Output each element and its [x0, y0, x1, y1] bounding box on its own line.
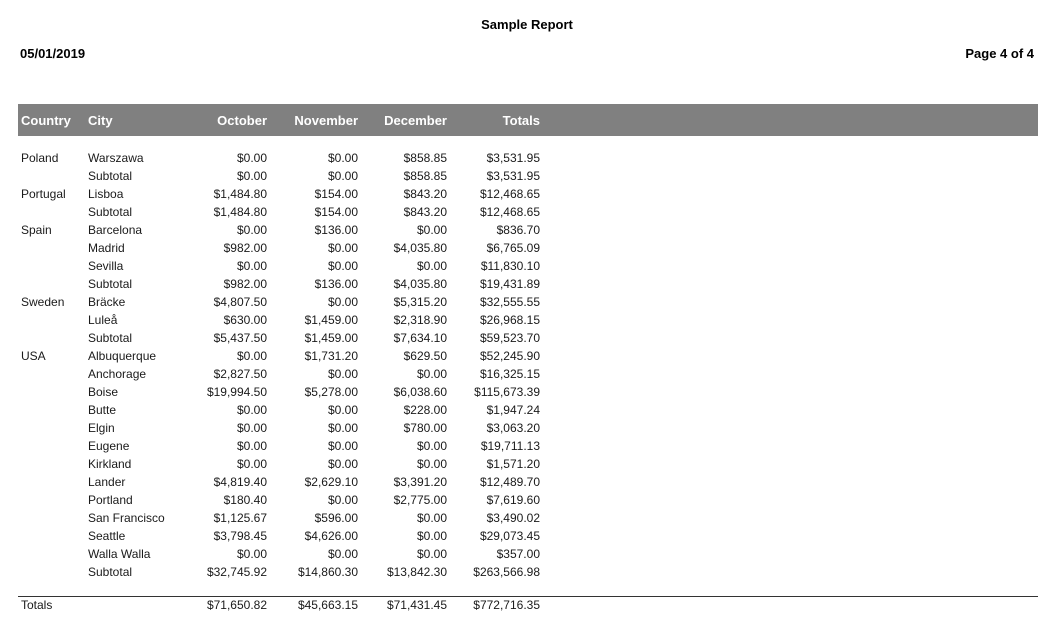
december-cell: $0.00 [416, 259, 447, 273]
totals-cell: $1,947.24 [486, 403, 540, 417]
table-row [18, 275, 1038, 293]
column-header-october: October [217, 112, 267, 128]
filler-cell [540, 365, 1038, 383]
country-cell [18, 365, 88, 383]
october-cell: $1,125.67 [213, 511, 267, 525]
december-cell: $2,318.90 [393, 313, 447, 327]
table-row [18, 347, 1038, 365]
december-cell: $228.00 [403, 403, 447, 417]
grand-total-december: $71,431.45 [358, 596, 447, 614]
october-cell: $0.00 [236, 547, 267, 561]
december-cell: $5,315.20 [393, 295, 447, 309]
totals-cell: $3,490.02 [486, 511, 540, 525]
report-table-rows [18, 149, 1038, 581]
december-cell: $0.00 [416, 457, 447, 471]
october-cell: $0.00 [236, 223, 267, 237]
october-cell: $630.00 [223, 313, 267, 327]
city-cell: Portland [88, 493, 133, 507]
column-header-city: City [88, 112, 113, 128]
november-cell: $0.00 [327, 367, 358, 381]
city-cell: Elgin [88, 421, 115, 435]
filler-cell [540, 545, 1038, 563]
totals-cell: $12,489.70 [479, 475, 540, 489]
city-cell: Eugene [88, 439, 130, 453]
totals-cell: $59,523.70 [479, 331, 540, 345]
grand-total-filler [540, 596, 1038, 614]
november-cell: $1,459.00 [304, 313, 358, 327]
november-cell: $14,860.30 [297, 565, 358, 579]
october-cell: $1,484.80 [213, 187, 267, 201]
november-cell: $1,731.20 [304, 349, 358, 363]
country-cell [18, 311, 88, 329]
city-cell: Seattle [88, 529, 126, 543]
november-cell: $0.00 [327, 259, 358, 273]
december-cell: $7,634.10 [393, 331, 447, 345]
grand-total-totals: $772,716.35 [447, 596, 540, 614]
totals-cell: $29,073.45 [479, 529, 540, 543]
filler-cell [540, 419, 1038, 437]
table-row [18, 185, 1038, 203]
october-cell: $19,994.50 [206, 385, 267, 399]
city-cell: Barcelona [88, 223, 143, 237]
filler-cell [540, 383, 1038, 401]
country-cell [18, 509, 88, 527]
totals-cell: $12,468.65 [479, 187, 540, 201]
city-cell: Kirkland [88, 457, 132, 471]
totals-cell: $357.00 [496, 547, 540, 561]
table-row [18, 473, 1038, 491]
grand-total-row [18, 596, 1038, 614]
page-indicator: Page 4 of 4 [965, 46, 1034, 61]
grand-total-city-cell [88, 596, 200, 614]
city-cell: Warszawa [88, 151, 144, 165]
october-cell: $0.00 [236, 169, 267, 183]
country-cell [18, 203, 88, 221]
december-cell: $13,842.30 [386, 565, 447, 579]
table-row [18, 239, 1038, 257]
totals-cell: $12,468.65 [479, 205, 540, 219]
table-header-row [18, 104, 1038, 136]
country-cell [18, 257, 88, 275]
october-cell: $0.00 [236, 457, 267, 471]
city-cell: Subtotal [88, 331, 133, 345]
totals-cell: $6,765.09 [486, 241, 540, 255]
footer-gap [18, 581, 1038, 596]
report-title: Sample Report [481, 17, 573, 32]
october-cell: $0.00 [236, 151, 267, 165]
november-cell: $154.00 [314, 205, 358, 219]
november-cell: $136.00 [314, 223, 358, 237]
filler-cell [540, 185, 1038, 203]
filler-cell [540, 455, 1038, 473]
filler-cell [540, 167, 1038, 185]
column-header-filler [540, 104, 1038, 136]
december-cell: $4,035.80 [393, 241, 447, 255]
table-row [18, 419, 1038, 437]
october-cell: $0.00 [236, 259, 267, 273]
november-cell: $4,626.00 [304, 529, 358, 543]
filler-cell [540, 293, 1038, 311]
country-cell [18, 167, 88, 185]
december-cell: $843.20 [403, 205, 447, 219]
header-gap [18, 136, 1038, 149]
country-cell: USA [21, 349, 46, 363]
october-cell: $5,437.50 [213, 331, 267, 345]
october-cell: $1,484.80 [213, 205, 267, 219]
october-cell: $32,745.92 [206, 565, 267, 579]
city-cell: Madrid [88, 241, 125, 255]
december-cell: $2,775.00 [393, 493, 447, 507]
filler-cell [540, 491, 1038, 509]
city-cell: Walla Walla [88, 547, 151, 561]
country-cell [18, 401, 88, 419]
report-date: 05/01/2019 [20, 46, 86, 61]
country-cell [18, 473, 88, 491]
table-row [18, 527, 1038, 545]
december-cell: $0.00 [416, 511, 447, 525]
totals-cell: $11,830.10 [480, 259, 540, 273]
october-cell: $2,827.50 [213, 367, 267, 381]
table-row [18, 257, 1038, 275]
totals-cell: $263,566.98 [473, 565, 540, 579]
totals-cell: $836.70 [496, 223, 540, 237]
december-cell: $858.85 [403, 151, 447, 165]
city-cell: Lisboa [88, 187, 124, 201]
totals-cell: $32,555.55 [479, 295, 540, 309]
filler-cell [540, 401, 1038, 419]
country-cell [18, 545, 88, 563]
filler-cell [540, 473, 1038, 491]
table-row [18, 293, 1038, 311]
december-cell: $0.00 [416, 547, 447, 561]
table-row [18, 149, 1038, 167]
country-cell [18, 527, 88, 545]
filler-cell [540, 437, 1038, 455]
filler-cell [540, 203, 1038, 221]
column-header-country: Country [21, 112, 71, 128]
city-cell: Subtotal [88, 565, 133, 579]
table-row [18, 329, 1038, 347]
december-cell: $0.00 [416, 367, 447, 381]
november-cell: $0.00 [327, 241, 358, 255]
november-cell: $0.00 [327, 151, 358, 165]
table-row [18, 383, 1038, 401]
october-cell: $982.00 [223, 241, 267, 255]
totals-cell: $7,619.60 [486, 493, 540, 507]
city-cell: Luleå [88, 313, 118, 327]
december-cell: $6,038.60 [393, 385, 447, 399]
city-cell: Subtotal [88, 205, 133, 219]
november-cell: $5,278.00 [304, 385, 358, 399]
november-cell: $0.00 [327, 421, 358, 435]
november-cell: $1,459.00 [304, 331, 358, 345]
city-cell: Subtotal [88, 277, 133, 291]
filler-cell [540, 509, 1038, 527]
november-cell: $136.00 [314, 277, 358, 291]
november-cell: $0.00 [327, 457, 358, 471]
december-cell: $0.00 [416, 439, 447, 453]
country-cell [18, 329, 88, 347]
totals-cell: $3,531.95 [486, 169, 540, 183]
table-row [18, 365, 1038, 383]
table-row [18, 311, 1038, 329]
country-cell [18, 563, 88, 581]
november-cell: $0.00 [327, 295, 358, 309]
city-cell: Butte [88, 403, 117, 417]
city-cell: Boise [88, 385, 119, 399]
december-cell: $4,035.80 [393, 277, 447, 291]
november-cell: $2,629.10 [304, 475, 358, 489]
table-row [18, 221, 1038, 239]
filler-cell [540, 221, 1038, 239]
country-cell [18, 383, 88, 401]
totals-cell: $3,531.95 [486, 151, 540, 165]
country-cell: Portugal [21, 187, 66, 201]
grand-total-october: $71,650.82 [200, 596, 267, 614]
filler-cell [540, 239, 1038, 257]
city-cell: Bräcke [88, 295, 126, 309]
report-meta-row [20, 46, 1034, 61]
table-row [18, 563, 1038, 581]
november-cell: $596.00 [314, 511, 358, 525]
grand-total-label: Totals [18, 596, 88, 614]
december-cell: $0.00 [416, 223, 447, 237]
filler-cell [540, 257, 1038, 275]
totals-cell: $16,325.15 [479, 367, 540, 381]
country-cell [18, 455, 88, 473]
filler-cell [540, 527, 1038, 545]
december-cell: $3,391.20 [393, 475, 447, 489]
october-cell: $4,819.40 [213, 475, 267, 489]
filler-cell [540, 149, 1038, 167]
filler-cell [540, 347, 1038, 365]
country-cell [18, 275, 88, 293]
november-cell: $0.00 [327, 439, 358, 453]
november-cell: $0.00 [327, 169, 358, 183]
totals-cell: $26,968.15 [479, 313, 540, 327]
totals-cell: $19,431.89 [479, 277, 540, 291]
city-cell: Anchorage [88, 367, 147, 381]
city-cell: Albuquerque [88, 349, 157, 363]
table-row [18, 455, 1038, 473]
report-table [18, 104, 1038, 614]
table-row [18, 509, 1038, 527]
filler-cell [540, 275, 1038, 293]
table-row [18, 437, 1038, 455]
totals-cell: $3,063.20 [486, 421, 540, 435]
totals-cell: $19,711.13 [480, 439, 540, 453]
totals-cell: $52,245.90 [479, 349, 540, 363]
column-header-december: December [384, 112, 447, 128]
city-cell: Sevilla [88, 259, 124, 273]
filler-cell [540, 311, 1038, 329]
totals-cell: $1,571.20 [486, 457, 540, 471]
filler-cell [540, 563, 1038, 581]
october-cell: $0.00 [236, 421, 267, 435]
november-cell: $0.00 [327, 547, 358, 561]
november-cell: $0.00 [327, 403, 358, 417]
november-cell: $154.00 [314, 187, 358, 201]
table-row [18, 491, 1038, 509]
october-cell: $0.00 [236, 349, 267, 363]
report-table-footer [18, 581, 1038, 614]
filler-cell [540, 329, 1038, 347]
october-cell: $4,807.50 [213, 295, 267, 309]
december-cell: $629.50 [403, 349, 447, 363]
october-cell: $0.00 [236, 403, 267, 417]
december-cell: $843.20 [403, 187, 447, 201]
country-cell: Poland [21, 151, 59, 165]
city-cell: San Francisco [88, 511, 165, 525]
grand-total-november: $45,663.15 [267, 596, 358, 614]
december-cell: $858.85 [403, 169, 447, 183]
city-cell: Subtotal [88, 169, 133, 183]
table-row [18, 167, 1038, 185]
december-cell: $0.00 [416, 529, 447, 543]
october-cell: $0.00 [236, 439, 267, 453]
october-cell: $982.00 [223, 277, 267, 291]
october-cell: $3,798.45 [213, 529, 267, 543]
column-header-november: November [294, 112, 358, 128]
october-cell: $180.40 [223, 493, 267, 507]
country-cell [18, 419, 88, 437]
table-row [18, 401, 1038, 419]
column-header-totals: Totals [502, 112, 540, 128]
country-cell [18, 239, 88, 257]
country-cell [18, 437, 88, 455]
country-cell: Spain [21, 223, 52, 237]
totals-cell: $115,673.39 [474, 385, 540, 399]
table-row [18, 203, 1038, 221]
country-cell: Sweden [21, 295, 65, 309]
november-cell: $0.00 [327, 493, 358, 507]
country-cell [18, 491, 88, 509]
table-row [18, 545, 1038, 563]
city-cell: Lander [88, 475, 126, 489]
december-cell: $780.00 [403, 421, 447, 435]
